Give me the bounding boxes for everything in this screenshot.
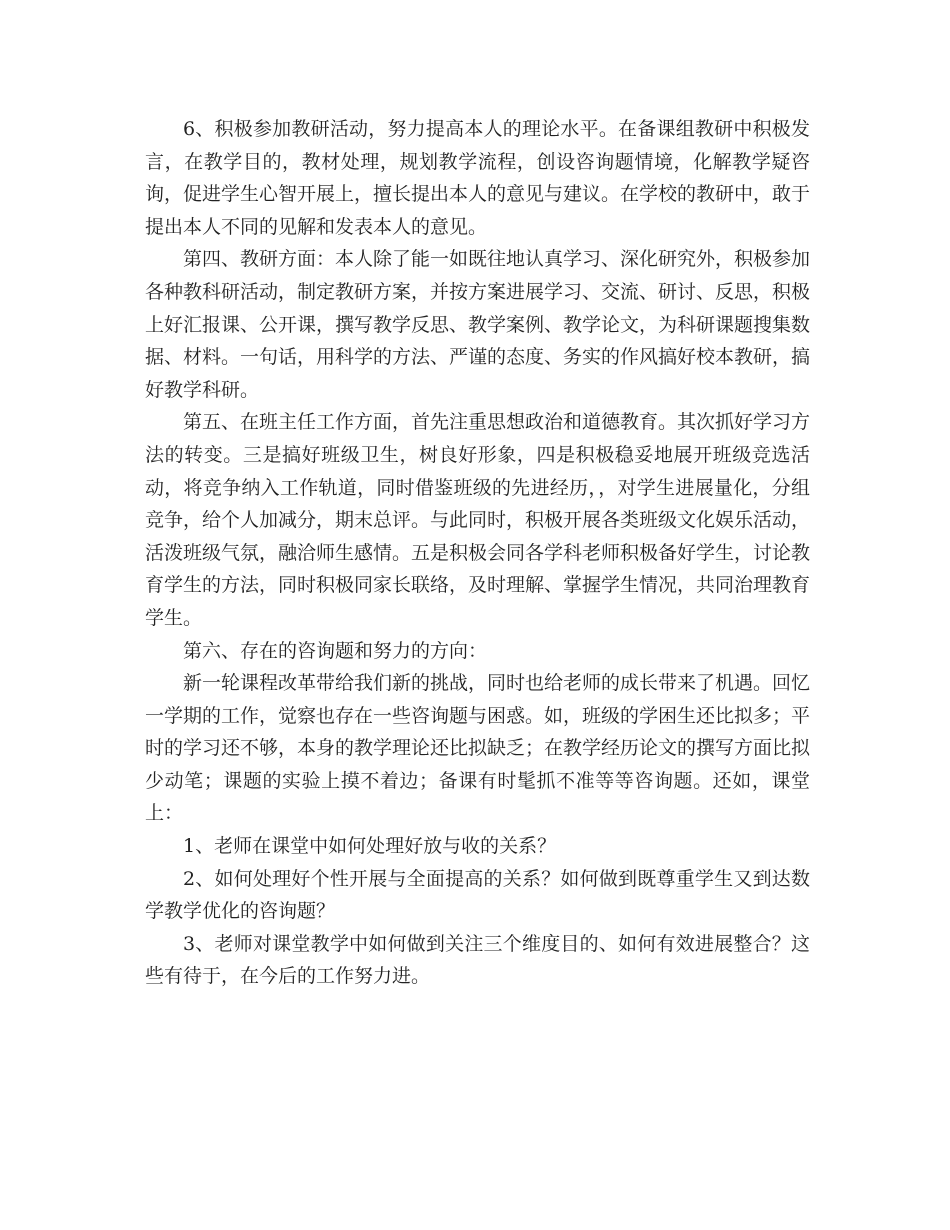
paragraph-research-aspect: 第四、教研方面：本人除了能一如既往地认真学习、深化研究外，积极参加各种教科研活动，制定教研方案，并按方案进展学习、交流、研讨、反思，积极上好汇报课、公开课，撰写教学反思、教学案例、教学论文，为科研课题搜集数据、材料。一句话，用科学的方法、严谨的态度、务实的作风搞好校本教研，搞好教学科研。 [145,248,811,401]
paragraph-class-teacher-work: 第五、在班主任工作方面，首先注重思想政治和道德教育。其次抓好学习方法的转变。三是搞好班级卫生，树良好形象，四是积极稳妥地展开班级竞选活动，将竞争纳入工作轨道，同时借鉴班级的先进经历，，对学生进展量化，分组竞争，给个人加减分，期末总评。与此同时，积极开展各类班级文化娱乐活动，活泼班级气氛，融洽师生感情。五是积极会同各学科老师积极备好学生，讨论教育学生的方法，同时积极同家长联络，及时理解、掌握学生情况，共同治理教育学生。 [145,411,811,629]
list-item-question-1: 1、老师在课堂中如何处理好放与收的关系？ [183,835,557,858]
paragraph-teaching-research-activities: 6、积极参加教研活动，努力提高本人的理论水平。在备课组教研中积极发言，在教学目的，教材处理，规划教学流程，创设咨询题情境，化解教学疑咨询，促进学生心智开展上，擅长提出本人的意见与建议。在学校的教研中，敢于提出本人不同的见解和发表本人的意见。 [145,118,811,238]
list-item-question-3: 3、老师对课堂教学中如何做到关注三个维度目的、如何有效进展整合？这些有待于，在今后的工作努力进。 [145,932,810,988]
document-body [145,113,810,993]
paragraph-curriculum-reform: 新一轮课程改革带给我们新的挑战，同时也给老师的成长带来了机遇。回忆一学期的工作，觉察也存在一些咨询题与困惑。如，班级的学困生还比拟多；平时的学习还不够，本身的教学理论还比拟缺乏；在教学经历论文的撰写方面比拟少动笔；课题的实验上摸不着边；备课有时髦抓不准等等咨询题。还如，课堂上： [145,672,811,825]
paragraph-problems-heading: 第六、存在的咨询题和努力的方向： [183,639,488,662]
list-item-question-2: 2、如何处理好个性开展与全面提高的关系？如何做到既尊重学生又到达数学教学优化的咨询题？ [145,867,810,923]
